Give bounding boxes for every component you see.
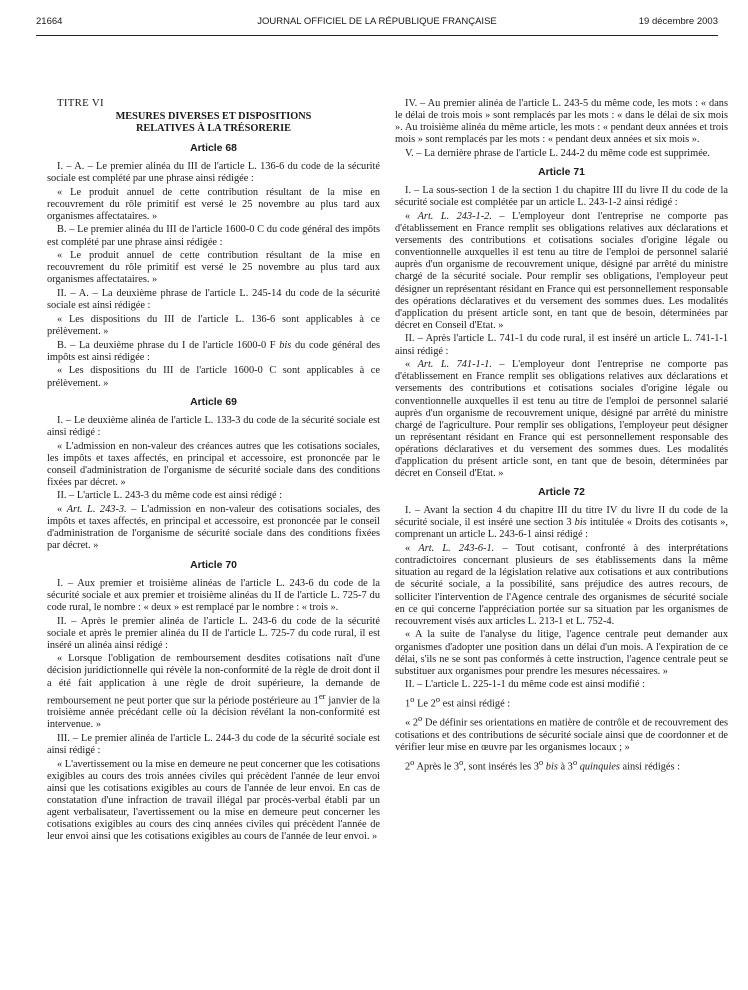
- paragraph: « L'avertissement ou la mise en demeure ne peut concerner que les cotisations exigibles au cours des trois années civiles qui précèdent l'année de leur envoi ainsi que les cotisations exigibles au cours de l'année de leur envoi. En cas de constatation d'une infraction de travail illégal par procès-verbal établi par un agent verbalisateur, l'avertissement ou la mise en demeure peut concerner les cotisations exigibles au cours des cinq années civiles qui précèdent l'année de leur envoi ainsi que les cotisations exigibles au cours de l'année de leur envoi. »: [47, 758, 380, 843]
- paragraph: « Art. L. 243-1-2. – L'employeur dont l'entreprise ne comporte pas d'établissement en France remplit ses obligations relatives aux déclarations et versements des contributions et cotisations sociales d'origine légale ou conventionnelle auxquelles il est tenu au titre de l'emploi de personnel salarié auprès d'un organisme de recouvrement unique, désigné par arrêté du ministre chargé de la sécurité sociale. Pour remplir ses obligations, l'employeur peut désigner un représentant résidant en France qui est personnellement responsable des opérations déclaratives et du versement des sommes dues. Les modalités d'application du présent article sont, en tant que de besoin, déterminées par décret en Conseil d'Etat. »: [395, 210, 728, 331]
- paragraph: II. – L'article L. 243-3 du même code est ainsi rédigé :: [57, 490, 283, 502]
- paragraph: I. – La sous-section 1 de la section 1 du chapitre III du livre II du code de la sécurité sociale est complétée par un article L. 243-1-2 ainsi rédigé :: [395, 185, 728, 209]
- paragraph: I. – A. – Le premier alinéa du III de l'article L. 136-6 du code de la sécurité sociale est complété par une phrase ainsi rédigée :: [47, 160, 380, 184]
- journal-title: JOURNAL OFFICIEL DE LA RÉPUBLIQUE FRANÇAISE: [257, 16, 497, 27]
- paragraph: B. – La deuxième phrase du I de l'article 1600-0 F bis du code général des impôts est ainsi rédigée :: [47, 339, 381, 363]
- publication-date: 19 décembre 2003: [638, 16, 718, 27]
- paragraph: 2$^o$ Après le 3$^o$, sont insérés les 3$^o$ bis à 3$^o$ quinquies ainsi rédigés :: [405, 756, 680, 772]
- paragraph: B. – Le premier alinéa du III de l'article 1600-0 C du code général des impôts est complété par une phrase ainsi rédigée :: [47, 224, 380, 248]
- paragraph: II. – L'article L. 225-1-1 du même code est ainsi modifié :: [405, 679, 645, 691]
- paragraph: « A la suite de l'analyse du litige, l'agence centrale peut demander aux organismes d'adopter une position dans un délai d'un mois. A l'expiration de ce délai, s'ils ne se sont pas conformés à cette instruction, l'agence centrale peut se substituer aux organismes pour prendre les mesures nécessaires. »: [395, 629, 728, 677]
- paragraph: « Les dispositions du III de l'article L. 136-6 sont applicables à ce prélèvement. »: [47, 313, 380, 337]
- paragraph: II. – A. – La deuxième phrase de l'article L. 245-14 du code de la sécurité sociale est ainsi rédigée :: [47, 288, 380, 312]
- header-rule: [36, 35, 718, 36]
- article-68-heading: Article 68: [190, 142, 237, 154]
- paragraph: I. – Avant la section 4 du chapitre III du titre IV du livre II du code de la sécurité sociale, il est inséré une section 3 bis intitulée « Droits des cotisants », comprenant un article L. 243-6-1 ainsi rédigé :: [395, 505, 729, 541]
- paragraph: « Art. L. 741-1-1. – L'employeur dont l'entreprise ne comporte pas d'établissement en France remplit ses obligations relatives aux déclarations et versements des contributions et cotisations sociales d'origine légale ou conventionnelle auxquelles il est tenu au titre de l'emploi de personnel salarié auprès d'un organisme de recouvrement unique, désigné par arrêté du ministre chargé de l'agriculture. Pour remplir ses obligations, l'employeur peut désigner un représentant résidant en France qui est personnellement responsable des opérations déclaratives et du versement des sommes dues. Les modalités d'application du présent article sont, en tant que de besoin, déterminées par décret en Conseil d'Etat. »: [395, 359, 728, 480]
- article-70-heading: Article 70: [190, 559, 237, 571]
- page-header: [36, 16, 718, 30]
- paragraph: « L'admission en non-valeur des créances autres que les cotisations sociales, les impôts et taxes affectés, en principal et accessoire, est prononcée par le conseil d'administration de l'organisme de sécurité sociale dans des conditions fixées par décret. »: [47, 440, 380, 488]
- paragraph: 1$^o$ Le 2$^o$ est ainsi rédigé :: [405, 694, 511, 710]
- paragraph: II. – Après l'article L. 741-1 du code rural, il est inséré un article L. 741-1-1 ainsi rédigé :: [395, 333, 728, 357]
- left-column: [47, 97, 380, 845]
- paragraph: « Lorsque l'obligation de remboursement desdites cotisations naît d'une décision juridictionnelle qui révèle la non-conformité de la règle de droit dont il a été fait application à une règle de droit supérieure, la demande de remboursement ne peut porter que sur la période postérieure au 1er janvier de la troisième année précédant celle où la décision révélant la non-conformité est intervenue. »: [47, 653, 380, 731]
- paragraph: I. – Le deuxième alinéa de l'article L. 133-3 du code de la sécurité sociale est ainsi rédigé :: [47, 414, 380, 438]
- paragraph: « Le produit annuel de cette contribution résultant de la mise en recouvrement du rôle primitif est versé le 25 novembre au plus tard aux organismes affectataires. »: [47, 186, 380, 222]
- paragraph: III. – Le premier alinéa de l'article L. 244-3 du code de la sécurité sociale est ainsi rédigé :: [47, 732, 380, 757]
- titre-heading: TITRE VI: [57, 97, 104, 109]
- paragraph: II. – Après le premier alinéa de l'article L. 243-6 du code de la sécurité sociale et après le premier alinéa du II de l'article L. 725-7 du code rural, il est inséré un alinéa ainsi rédigé :: [47, 615, 380, 651]
- page-number: 21664: [36, 16, 63, 27]
- titre-subtitle: MESURES DIVERSES ET DISPOSITIONS RELATIVES À LA TRÉSORERIE: [115, 110, 312, 134]
- paragraph: I. – Aux premier et troisième alinéas de l'article L. 243-6 du code de la sécurité sociale et aux premier et troisième alinéas du II de l'article L. 725-7 du code rural, le nombre : « deux » est remplacé par le nombre : « trois ».: [47, 577, 380, 613]
- article-72-heading: Article 72: [538, 487, 585, 499]
- paragraph: « 2$^o$ De définir ses orientations en matière de contrôle et de recouvrement des cotisations et des contributions de sécurité sociale ainsi que de coordonner et de vérifier leur mise en œuvre par les organismes locaux ; »: [395, 713, 728, 753]
- paragraph: IV. – Au premier alinéa de l'article L. 243-5 du même code, les mots : « dans le délai de trois mois » sont remplacés par les mots : « dans le délai de six mois ». Au troisième alinéa du même article, les mots : « pendant deux années et trois mois » sont remplacés par les mots : « pendant deux années et six mois ».: [395, 98, 728, 146]
- paragraph: « Art. L. 243-3. – L'admission en non-valeur des cotisations sociales, des impôts et taxes affectés, en principal et accessoire, est prononcée par le conseil d'administration de l'organisme de sécurité sociale dans des conditions fixées par décret. »: [47, 504, 380, 552]
- article-69-heading: Article 69: [190, 396, 237, 408]
- paragraph: « Art. L. 243-6-1. – Tout cotisant, confronté à des interprétations contradictoires concernant plusieurs de ses établissements dans la même situation au regard de la législation relative aux cotisations et aux contributions de sécurité sociale, a la possibilité, sans préjudice des autres recours, de solliciter l'intervention de l'Agence centrale des organismes de sécurité sociale en ce qui concerne l'appréciation portée sur sa situation par les organismes de recouvrement visés aux articles L. 213-1 et L. 752-4.: [395, 543, 728, 627]
- paragraph: V. – La dernière phrase de l'article L. 244-2 du même code est supprimée.: [405, 147, 710, 159]
- right-column: [395, 98, 728, 775]
- paragraph: « Les dispositions du III de l'article 1600-0 C sont applicables à ce prélèvement. »: [47, 365, 380, 389]
- article-71-heading: Article 71: [538, 167, 585, 179]
- paragraph: « Le produit annuel de cette contribution résultant de la mise en recouvrement du rôle primitif est versé le 25 novembre au plus tard aux organismes affectataires. »: [47, 250, 380, 286]
